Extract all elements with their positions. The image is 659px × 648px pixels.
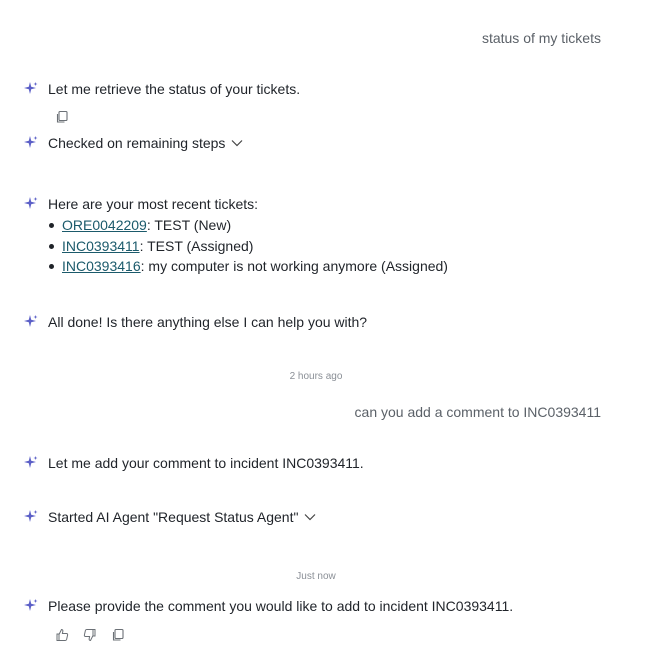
thumbs-up-icon[interactable] — [54, 627, 70, 643]
chevron-down-icon[interactable] — [231, 139, 243, 147]
ai-message — [22, 313, 367, 331]
list-item — [48, 256, 448, 277]
sparkle-icon — [22, 195, 40, 213]
ticket-link[interactable]: INC0393411 — [62, 237, 140, 254]
ai-message-text: Let me add your comment to incident INC0393411. — [48, 455, 364, 471]
steps-expander[interactable] — [22, 134, 243, 152]
sparkle-icon — [22, 134, 40, 152]
ai-message — [22, 195, 258, 213]
sparkle-icon — [22, 454, 40, 472]
agent-label: Started AI Agent "Request Status Agent" — [48, 509, 299, 525]
sparkle-icon — [22, 80, 40, 98]
timestamp: 2 hours ago — [289, 371, 343, 382]
ticket-link[interactable]: ORE0042209 — [62, 217, 147, 233]
ai-message-text: All done! Is there anything else I can help you with? — [48, 314, 368, 330]
user-message: status of my tickets — [481, 30, 601, 46]
ticket-desc: : my computer is not working anymore (Assigned) — [140, 258, 448, 275]
ticket-desc: : TEST (New) — [146, 217, 232, 233]
chevron-down-icon[interactable] — [304, 513, 316, 521]
copy-icon[interactable] — [110, 627, 126, 643]
user-message: can you add a comment to INC0393411 — [354, 404, 601, 420]
sparkle-icon — [22, 508, 40, 526]
ai-message — [22, 80, 300, 98]
ai-message — [22, 454, 364, 472]
ai-message-text: Please provide the comment you would like to add to incident INC0393411. — [48, 598, 514, 614]
thumbs-down-icon[interactable] — [82, 627, 98, 643]
steps-label: Checked on remaining steps — [48, 135, 226, 151]
ticket-link[interactable]: INC0393416 — [62, 258, 141, 275]
timestamp: Just now — [296, 571, 336, 582]
ai-message-text: Let me retrieve the status of your tickets. — [48, 81, 301, 97]
tickets-intro: Here are your most recent tickets: — [48, 196, 259, 212]
sparkle-icon — [22, 597, 40, 615]
ticket-desc: : TEST (Assigned) — [139, 237, 254, 254]
sparkle-icon — [22, 313, 40, 331]
list-item — [48, 215, 448, 236]
ticket-list — [48, 215, 448, 277]
list-item — [48, 236, 448, 257]
ai-message — [22, 597, 513, 615]
agent-expander[interactable] — [22, 508, 316, 526]
copy-icon[interactable] — [54, 109, 70, 125]
